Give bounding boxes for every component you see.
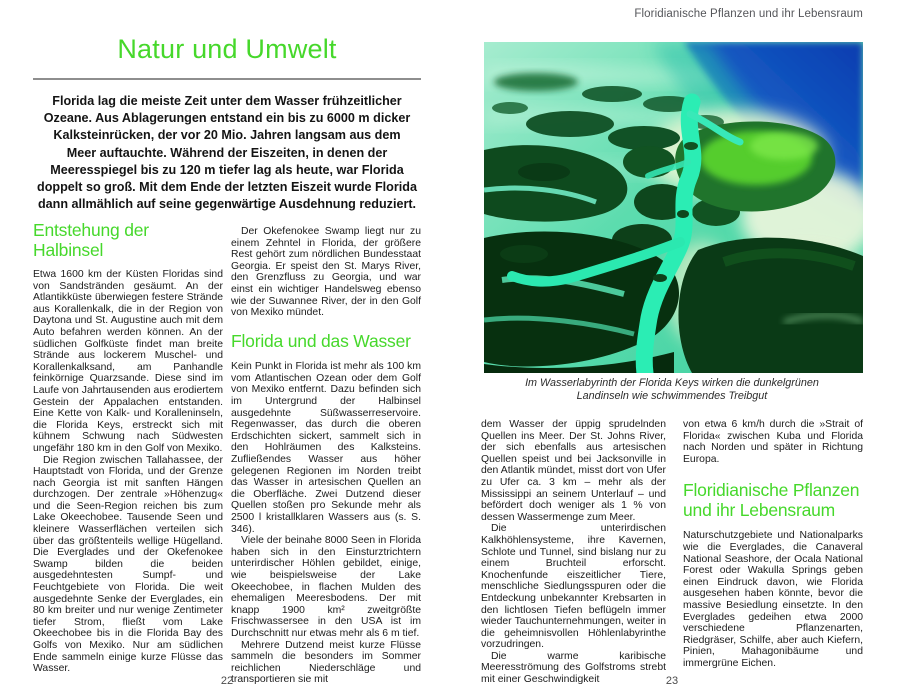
paragraph: Die Region zwischen Tallahassee, der Hauptstadt von Florida, und der Grenze nach Georgia ist mit sanften Hängen durchzogen. Der zentrale »Höhenzug« und die Seen-Region reichen bis zum Lake Okeechobee. Tausende Seen und kleinere Wasserflächen verteilen sich über das größtenteils wellige Hügelland. Die Everglades und der Okefenokee Swamp bilden die beiden ausgedehntesten Sumpf- und Feuchtgebiete von Florida. Die weit ausgedehnte Senke der Everglades, ein 80 km breiter und nur wenige Zentimeter tiefer Strom, fließt vom Lake Okeechobee bis in die Florida Bay des Golfs von Mexiko. Nur am südlichen Ende sammeln einige kurze Flüsse das Wasser. (33, 454, 223, 675)
paragraph: dem Wasser der üppig sprudelnden Quellen ins Meer. Der St. Johns River, der sich ebenfalls aus artesischen Quellen speist und bei Jacksonville in den Atlantik mündet, misst dort von Ufer zu Ufer ca. 3 km – mehr als der Mississippi an seinem Unterlauf – und befördert doch weniger als 1 % von dessen Wassermenge zum Meer. (481, 419, 666, 523)
right-page (481, 0, 863, 700)
paragraph: Mehrere Dutzend meist kurze Flüsse sammeln die besonders im Sommer reichlichen Niederschläge und transportieren sie mit (231, 639, 421, 686)
photo-caption: Im Wasserlabyrinth der Florida Keys wirken die dunkelgrünen Landinseln wie schwimmendes Treibgut (525, 377, 819, 402)
paragraph: Viele der beinahe 8000 Seen in Florida haben sich in den Einsturztrichtern unterirdischer Höhlen gebildet, einige, wie beispielsweise der Lake Okeechobee, in flachen Mulden des ehemaligen Meeresbodens. Der mit knapp 1900 km² zweitgrößte Frischwassersee in den USA ist im Durchschnitt nur etwas mehr als 6 m tief. (231, 535, 421, 639)
paragraph: von etwa 6 km/h durch die »Strait of Florida« zwischen Kuba und Florida nach Norden und später in Richtung Europa. (683, 419, 863, 465)
left-page-columns (33, 221, 421, 686)
column-1 (481, 419, 666, 686)
running-header: Floridianische Pflanzen und ihr Lebensraum (634, 8, 863, 20)
paragraph: Die warme karibische Meeresströmung des Golfstroms strebt mit einer Geschwindigkeit (481, 650, 666, 686)
paragraph: Kein Punkt in Florida ist mehr als 100 km vom Atlantischen Ozean oder dem Golf von Mexiko entfernt. Dazu befinden sich im Untergrund der Halbinsel ausgedehnte Süßwasserreservoire. Regenwasser, das durch die oberen Erdschichten sickert, sammelt sich in den Hohlräumen des Kalksteins. Zufließendes Wasser aus höher gelegenen Regionen im Norden treibt das Wasser in artesischen Quellen an die Oberfläche. Zwei Dutzend dieser Quellen stoßen pro Sekunde mehr als 2500 l kristallklaren Wassers aus (s. S. 346). (231, 361, 421, 535)
title-divider (33, 78, 421, 80)
section-heading-wasser: Florida und das Wasser (231, 330, 411, 351)
page-number-right: 23 (665, 675, 679, 687)
section-heading-entstehung: Entstehung der Halbinsel (33, 220, 149, 260)
paragraph: Der Okefenokee Swamp liegt nur zu einem Zehntel in Florida, der größere Rest gehört zum nördlichen Bundesstaat Georgia. Er speist den St. Marys River, den Grenzfluss zu Georgia, und war einst ein wichtiger Handelsweg ebenso wie der Suwannee River, der in den Golf von Mexiko mündet. (231, 226, 421, 319)
column-1 (33, 221, 223, 686)
chapter-title: Natur und Umwelt (117, 34, 337, 64)
page-number-left: 22 (220, 675, 234, 687)
column-2 (231, 221, 421, 686)
paragraph: Die unterirdischen Kalkhöhlensysteme, ihre Kavernen, Schlote und Tunnel, sind bislang nur zu einem Bruchteil erforscht. Knochenfunde eiszeitlicher Tiere, menschliche Siedlungsspuren oder die Entdeckung unbekannter Krebsarten in den lichtlosen Tiefen beflügeln immer wieder Tauchunternehmungen, weiter in die geheimnisvollen Höhlenlabyrinthe vorzudringen. (481, 523, 666, 651)
section-heading-pflanzen: Floridianische Pflanzen und ihr Lebensraum (683, 480, 860, 520)
right-page-columns (481, 419, 863, 686)
paragraph: Etwa 1600 km der Küsten Floridas sind von Sandstränden gesäumt. An der Atlantikküste überwiegen festere Strände aus Korallenkalk, die in der Region von Daytona und St. Augustine auch mit dem Auto befahren werden können. An der südlichen Golfküste findet man breite Strände aus lockerem Muschel- und Korallenkalksand, am Panhandle feinkörnige Quarzsande. Diese sind im Laufe von Jahrtausenden aus erodiertem Gestein der Appalachen entstanden. Eine Kette von Kalk- und Koralleninseln, die Florida Keys, erstreckt sich mit kühnem Schwung nach Südwesten ungefähr 180 km in den Golf von Mexiko. (33, 269, 223, 454)
florida-keys-aerial-photo (484, 42, 863, 373)
left-page (33, 0, 421, 700)
column-2 (683, 419, 863, 686)
intro-paragraph: Florida lag die meiste Zeit unter dem Wasser frühzeitlicher Ozeane. Aus Ablagerungen entstand ein bis zu 6000 m dicker Kalksteinrücken, der vor 20 Mio. Jahren langsam aus dem Meer auftauchte. Während der Eiszeiten, in denen der Meeresspiegel bis zu 120 m tiefer lag als heute, war Florida doppelt so groß. Mit dem Ende der letzten Eiszeit wurde Florida dann allmählich auf seine gegenwärtige Ausdehnung reduziert. (37, 94, 417, 212)
paragraph: Naturschutzgebiete und Nationalparks wie die Everglades, die Canaveral National Seashore, der Ocala National Forest oder Wakulla Springs geben einen Eindruck davon, wie Florida ausgesehen haben könnte, bevor die massive Besiedlung einsetzte. In den Everglades gedeihen etwa 2000 verschiedene Pflanzenarten, Riedgräser, Schilfe, aber auch Kiefern, Pinien, Mahagonibäume und immergrüne Eichen. (683, 530, 863, 669)
